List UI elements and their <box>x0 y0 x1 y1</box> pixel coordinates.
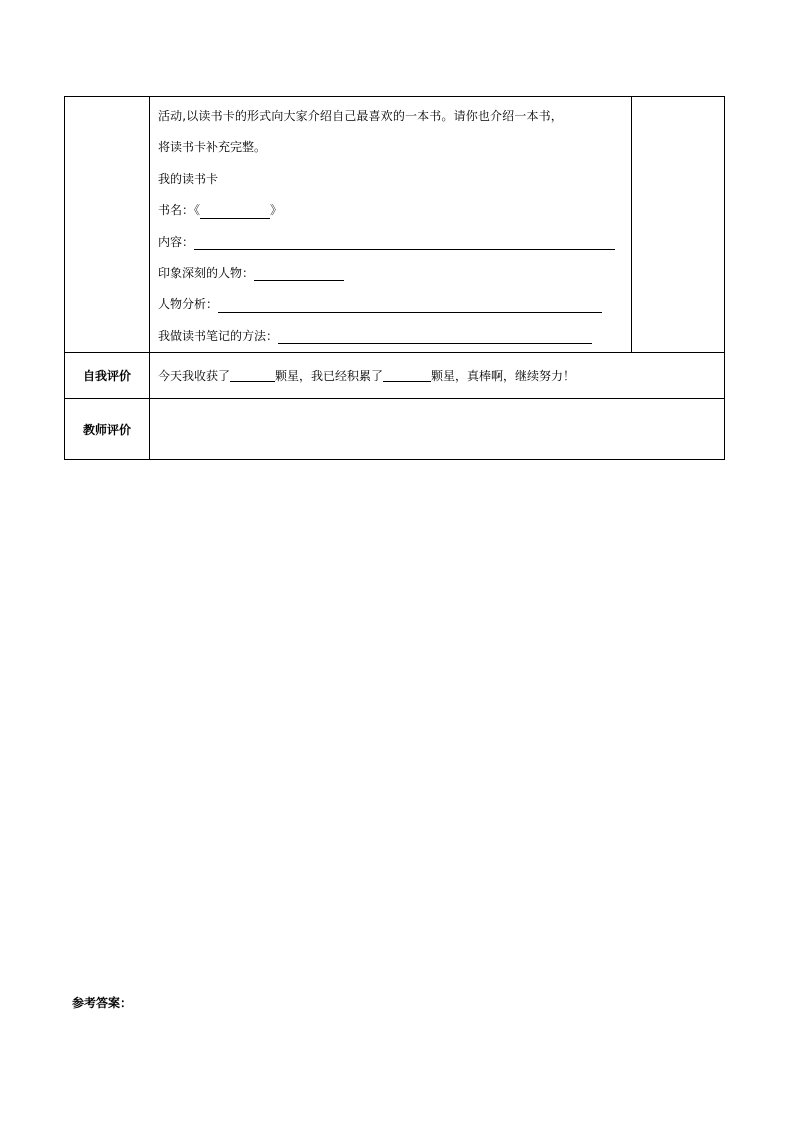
method-row <box>158 321 631 352</box>
book-name-blank[interactable] <box>200 198 270 219</box>
book-name-row <box>158 195 631 226</box>
self-eval-text-a: 今天我收获了 <box>158 369 231 384</box>
book-name-label: 书名： <box>158 203 195 218</box>
reading-card-title: 我的读书卡 <box>158 171 219 186</box>
teacher-eval-label: 教师评价 <box>65 399 150 460</box>
self-eval-cell <box>150 353 725 399</box>
stars-today-blank[interactable] <box>230 367 275 382</box>
self-eval-label: 自我评价 <box>65 353 150 399</box>
self-eval-row <box>65 353 725 399</box>
analysis-blank[interactable] <box>218 292 602 313</box>
content-blank[interactable] <box>194 229 615 250</box>
character-row <box>158 258 631 289</box>
method-blank[interactable] <box>278 323 592 344</box>
activity-instruction-line2: 将读书卡补充完整。 <box>158 140 267 155</box>
stars-total-blank[interactable] <box>383 367 431 382</box>
character-blank[interactable] <box>254 260 344 281</box>
content-label: 内容： <box>158 234 195 249</box>
character-label: 印象深刻的人物： <box>158 265 255 280</box>
book-close-quote: 》 <box>270 203 283 218</box>
book-open-quote: 《 <box>194 203 201 218</box>
analysis-row <box>158 289 631 320</box>
self-eval-text-b: 颗星，我已经积累了 <box>275 369 384 384</box>
empty-label-cell <box>65 97 150 353</box>
reference-answer-label: 参考答案： <box>72 996 133 1010</box>
analysis-label: 人物分析： <box>158 297 219 312</box>
activity-instruction-line1: 活动,以读书卡的形式向大家介绍自己最喜欢的一本书。请你也介绍一本书， <box>158 109 563 123</box>
teacher-eval-cell[interactable] <box>150 399 725 460</box>
empty-right-cell <box>632 97 725 353</box>
method-label: 我做读书笔记的方法： <box>158 328 279 343</box>
self-eval-text-c: 颗星，真棒啊，继续努力！ <box>431 369 576 384</box>
teacher-eval-row <box>65 399 725 460</box>
content-row <box>158 227 631 258</box>
reading-card-row <box>65 97 725 353</box>
evaluation-table <box>64 96 725 460</box>
reading-card-cell <box>150 97 632 353</box>
